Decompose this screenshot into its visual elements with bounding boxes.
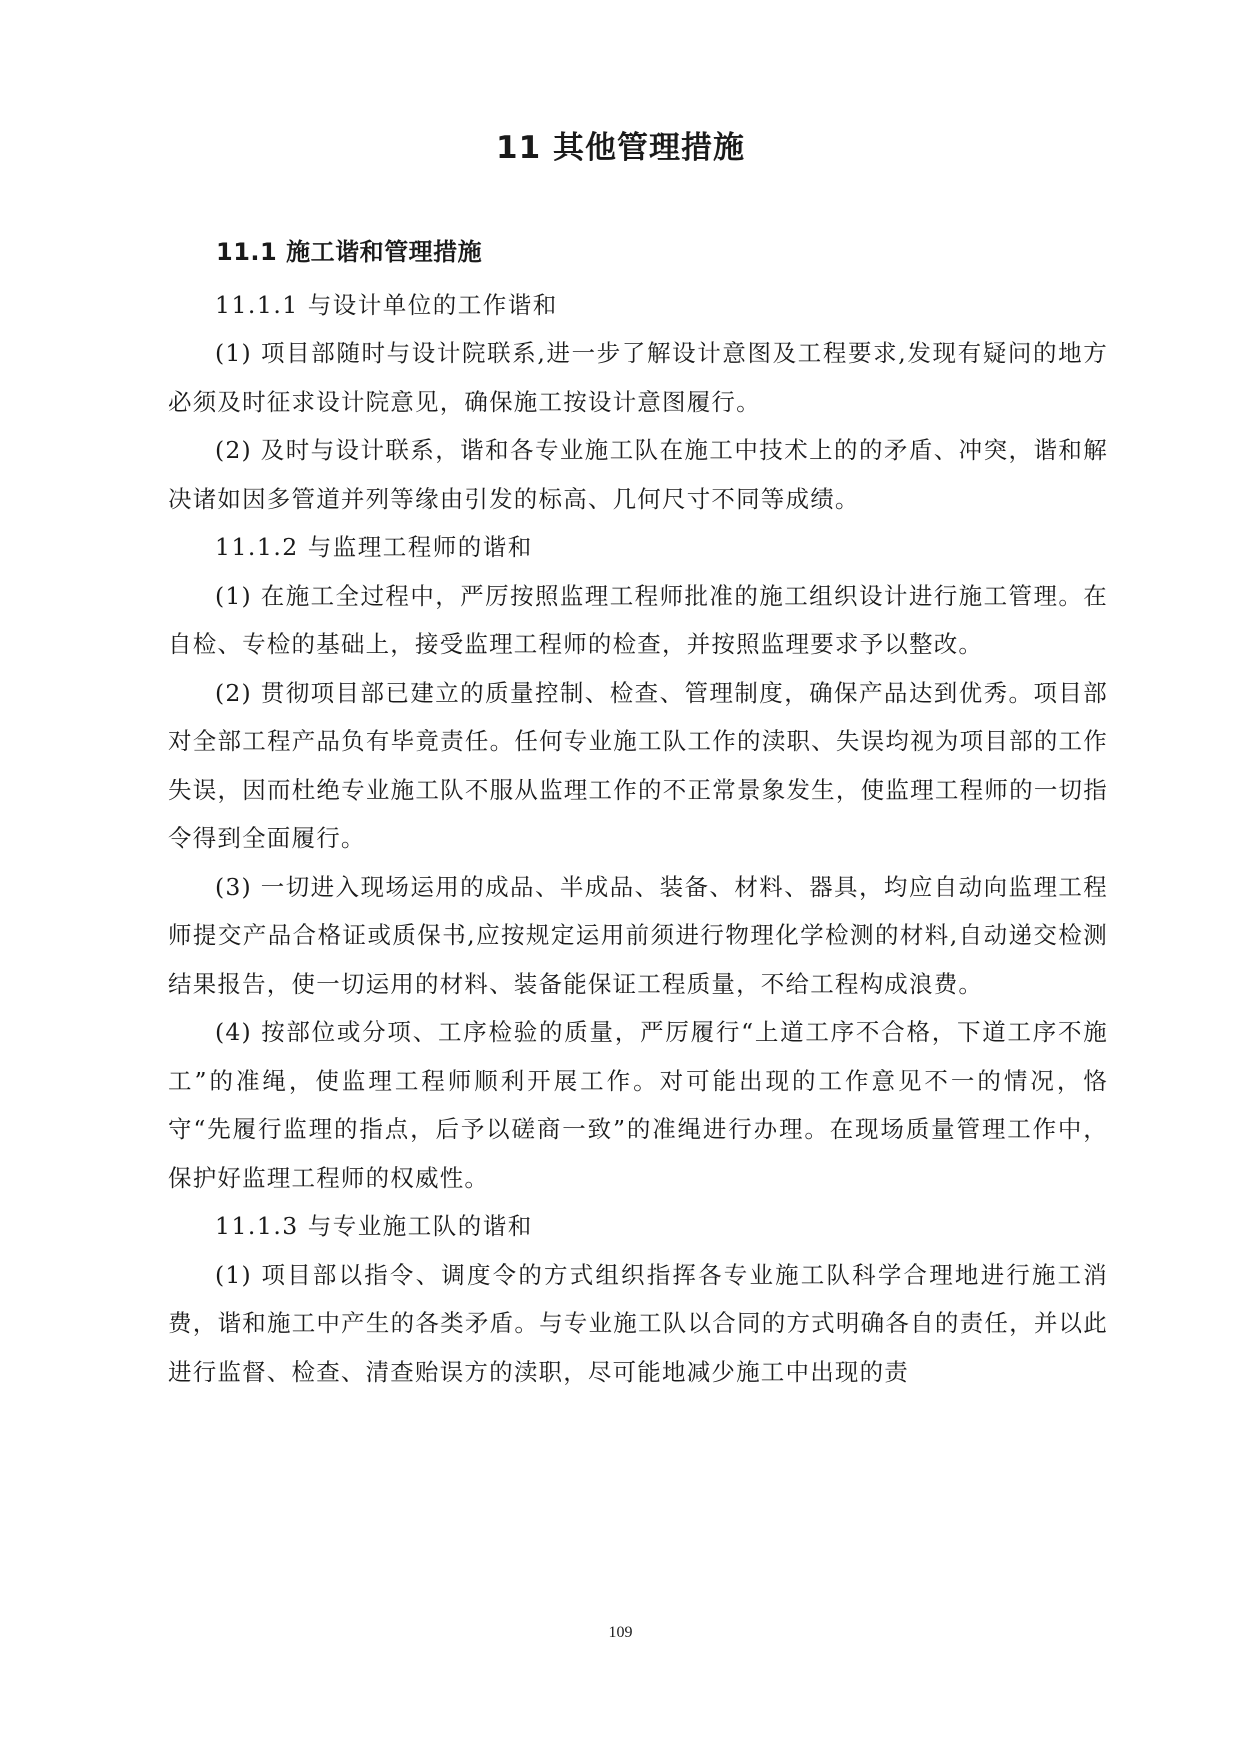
paragraph: (3) 一切进入现场运用的成品、半成品、装备、材料、器具，均应自动向监理工程师提交产品合格证或质保书,应按规定运用前须进行物理化学检测的材料,自动递交检测结果报告，使一切运用的材料、装备能保证工程质量，不给工程构成浪费。 xyxy=(168,872,1108,998)
body-text xyxy=(168,228,1108,1396)
paragraph: (1) 项目部以指令、调度令的方式组织指挥各专业施工队科学合理地进行施工消费，谐和施工中产生的各类矛盾。与专业施工队以合同的方式明确各自的责任，并以此进行监督、检查、清查贻误方的渎职，尽可能地减少施工中出现的责 xyxy=(168,1260,1108,1386)
page-number: 109 xyxy=(608,1624,633,1641)
paragraph: (4) 按部位或分项、工序检验的质量，严厉履行“上道工序不合格，下道工序不施工”的准绳，使监理工程师顺利开展工作。对可能出现的工作意见不一的情况，恪守“先履行监理的指点，后予以磋商一致”的准绳进行办理。在现场质量管理工作中，保护好监理工程师的权威性。 xyxy=(168,1018,1108,1192)
subsection-heading-11-1-3: 11.1.3 与专业施工队的谐和 xyxy=(215,1212,533,1240)
paragraph: (1) 项目部随时与设计院联系,进一步了解设计意图及工程要求,发现有疑问的地方必须及时征求设计院意见，确保施工按设计意图履行。 xyxy=(168,339,1108,416)
paragraph: (2) 贯彻项目部已建立的质量控制、检查、管理制度，确保产品达到优秀。项目部对全部工程产品负有毕竟责任。任何专业施工队工作的渎职、失误均视为项目部的工作失误，因而杜绝专业施工队不服从监理工作的不正常景象发生，使监理工程师的一切指令得到全面履行。 xyxy=(168,678,1108,852)
paragraph: (2) 及时与设计联系，谐和各专业施工队在施工中技术上的的矛盾、冲突，谐和解决诸如因多管道并列等缘由引发的标高、几何尺寸不同等成绩。 xyxy=(168,436,1108,513)
subsection-heading-11-1-1: 11.1.1 与设计单位的工作谐和 xyxy=(215,290,558,319)
paragraph: (1) 在施工全过程中，严厉按照监理工程师批准的施工组织设计进行施工管理。在自检、专检的基础上，接受监理工程师的检查，并按照监理要求予以整改。 xyxy=(168,581,1108,658)
section-heading-11-1: 11.1 施工谐和管理措施 xyxy=(216,238,483,266)
subsection-heading-11-1-2: 11.1.2 与监理工程师的谐和 xyxy=(215,533,533,561)
chapter-title: 11 其他管理措施 xyxy=(496,130,745,166)
